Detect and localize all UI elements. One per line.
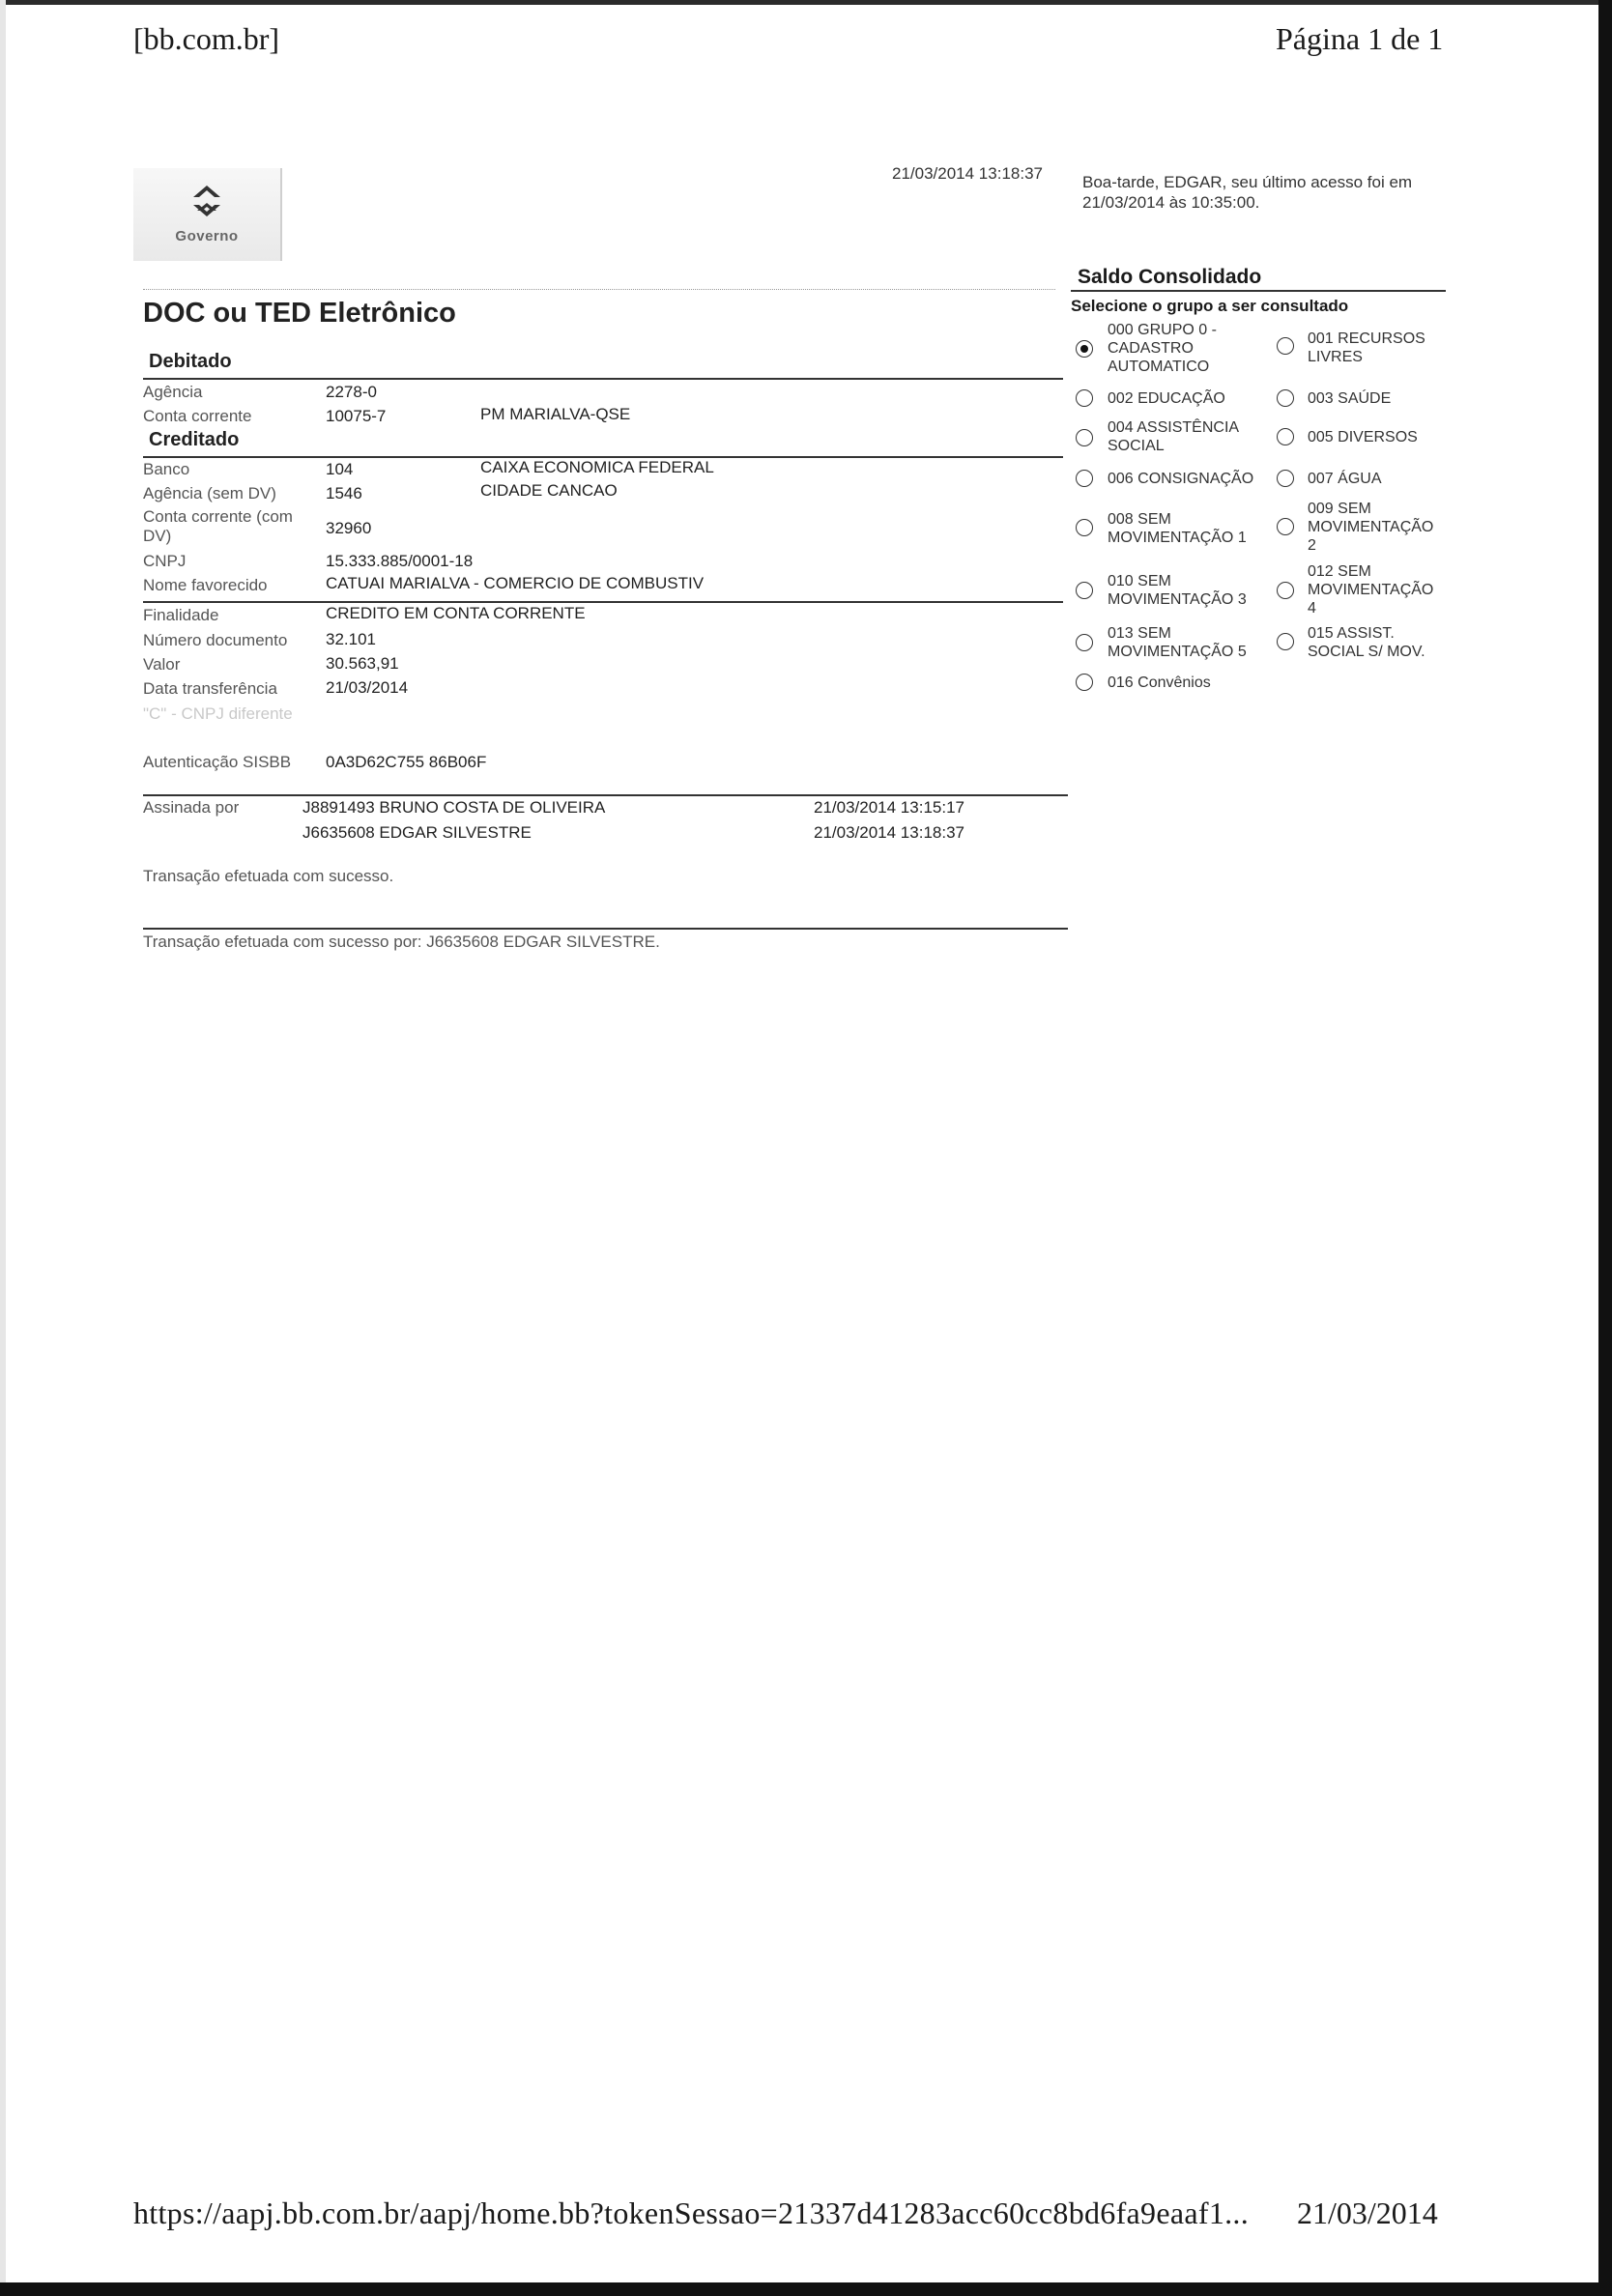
debitado-extra: PM MARIALVA-QSE: [480, 405, 631, 423]
radio-grupo-006[interactable]: [1076, 470, 1093, 487]
creditado-extra: CIDADE CANCAO: [480, 481, 618, 500]
option-label-009: 009 SEM MOVIMENTAÇÃO 2: [1308, 501, 1434, 555]
cnpj-note: "C" - CNPJ diferente: [143, 704, 293, 723]
print-header-site: [bb.com.br]: [133, 21, 280, 56]
detail-label: Número documento: [143, 631, 288, 649]
option-label-004: 004 ASSISTÊNCIA SOCIAL: [1108, 419, 1240, 455]
detail-label: Finalidade: [143, 606, 219, 624]
radio-grupo-016[interactable]: [1076, 674, 1093, 691]
debitado-heading: Debitado: [149, 351, 232, 372]
option-label-003: 003 SAÚDE: [1308, 390, 1392, 407]
saldo-title: Saldo Consolidado: [1078, 266, 1262, 288]
signer-name: J8891493 BRUNO COSTA DE OLIVEIRA: [302, 798, 606, 817]
bb-logo-icon: [187, 176, 226, 224]
creditado-label: Nome favorecido: [143, 576, 268, 594]
debitado-value: 2278-0: [326, 383, 377, 401]
creditado-label: Agência (sem DV): [143, 484, 276, 502]
debitado-rule: [143, 378, 1063, 380]
radio-grupo-001[interactable]: [1277, 337, 1294, 355]
debitado-label: Conta corrente: [143, 407, 252, 425]
creditado-label: CNPJ: [143, 552, 187, 570]
option-label-000: 000 GRUPO 0 - CADASTRO AUTOMATICO: [1108, 322, 1217, 376]
detail-value: 32.101: [326, 630, 376, 648]
autenticacao-value: 0A3D62C755 86B06F: [326, 753, 487, 771]
title-rule: [143, 289, 1055, 290]
option-label-016: 016 Convênios: [1108, 674, 1211, 691]
logo-text: Governo: [175, 228, 239, 244]
detail-label: Valor: [143, 655, 181, 674]
radio-grupo-003[interactable]: [1277, 389, 1294, 407]
saldo-rule: [1071, 290, 1446, 292]
saldo-subtitle: Selecione o grupo a ser consultado: [1071, 297, 1349, 315]
creditado-value: 1546: [326, 484, 362, 502]
option-label-002: 002 EDUCAÇÃO: [1108, 390, 1225, 407]
creditado-label: Conta corrente (com DV): [143, 507, 293, 546]
scan-right-edge: [1598, 0, 1612, 2296]
radio-grupo-009[interactable]: [1277, 518, 1294, 535]
signature-rule: [143, 794, 1068, 796]
option-label-005: 005 DIVERSOS: [1308, 429, 1418, 445]
option-label-012: 012 SEM MOVIMENTAÇÃO 4: [1308, 563, 1434, 617]
signer-datetime: 21/03/2014 13:15:17: [814, 798, 964, 817]
option-label-015: 015 ASSIST. SOCIAL S/ MOV.: [1308, 625, 1425, 661]
signer-datetime: 21/03/2014 13:18:37: [814, 823, 964, 842]
bank-logo[interactable]: [133, 168, 282, 261]
status-message: Transação efetuada com sucesso.: [143, 867, 394, 885]
option-label-013: 013 SEM MOVIMENTAÇÃO 5: [1108, 625, 1247, 661]
option-label-001: 001 RECURSOS LIVRES: [1308, 330, 1425, 366]
debitado-label: Agência: [143, 383, 203, 401]
creditado-value: 104: [326, 460, 354, 478]
radio-grupo-004[interactable]: [1076, 429, 1093, 446]
assinada-label: Assinada por: [143, 798, 240, 817]
creditado-value: CATUAI MARIALVA - COMERCIO DE COMBUSTIV: [326, 574, 705, 592]
print-header-page: Página 1 de 1: [1276, 21, 1444, 56]
radio-grupo-007[interactable]: [1277, 470, 1294, 487]
detail-value: CREDITO EM CONTA CORRENTE: [326, 604, 586, 622]
status-rule: [143, 928, 1068, 930]
scan-left-edge: [0, 0, 6, 2296]
radio-grupo-002[interactable]: [1076, 389, 1093, 407]
option-label-008: 008 SEM MOVIMENTAÇÃO 1: [1108, 511, 1247, 547]
option-label-007: 007 ÁGUA: [1308, 471, 1382, 487]
creditado-extra: CAIXA ECONOMICA FEDERAL: [480, 458, 714, 476]
creditado-value: 15.333.885/0001-18: [326, 552, 474, 570]
status-by-message: Transação efetuada com sucesso por: J6635608 EDGAR SILVESTRE.: [143, 933, 660, 951]
session-greeting: Boa-tarde, EDGAR, seu último acesso foi em 21/03/2014 às 10:35:00.: [1082, 173, 1413, 213]
autenticacao-label: Autenticação SISBB: [143, 753, 292, 771]
radio-grupo-005[interactable]: [1277, 428, 1294, 445]
option-label-006: 006 CONSIGNAÇÃO: [1108, 471, 1254, 487]
detail-value: 30.563,91: [326, 654, 399, 673]
creditado-heading: Creditado: [149, 429, 240, 450]
detail-label: Data transferência: [143, 679, 277, 698]
page-title: DOC ou TED Eletrônico: [143, 298, 456, 329]
print-footer-url: https://aapj.bb.com.br/aapj/home.bb?tokenSessao=21337d41283acc60cc8bd6fa9eaaf1...: [133, 2196, 1250, 2230]
detail-value: 21/03/2014: [326, 678, 409, 697]
radio-grupo-000[interactable]: [1076, 340, 1093, 358]
radio-grupo-013[interactable]: [1076, 634, 1093, 651]
debitado-value: 10075-7: [326, 407, 387, 425]
option-label-010: 010 SEM MOVIMENTAÇÃO 3: [1108, 573, 1247, 609]
session-datetime: 21/03/2014 13:18:37: [892, 164, 1043, 183]
scan-top-edge: [0, 0, 1612, 5]
creditado-value: 32960: [326, 519, 372, 537]
radio-grupo-012[interactable]: [1277, 582, 1294, 599]
radio-grupo-008[interactable]: [1076, 519, 1093, 536]
signer-name: J6635608 EDGAR SILVESTRE: [302, 823, 532, 842]
scan-bottom-edge: [0, 2282, 1612, 2296]
creditado-label: Banco: [143, 460, 190, 478]
radio-grupo-015[interactable]: [1277, 633, 1294, 650]
print-footer-date: 21/03/2014: [1297, 2196, 1438, 2230]
details-rule: [143, 601, 1063, 603]
radio-grupo-010[interactable]: [1076, 582, 1093, 599]
